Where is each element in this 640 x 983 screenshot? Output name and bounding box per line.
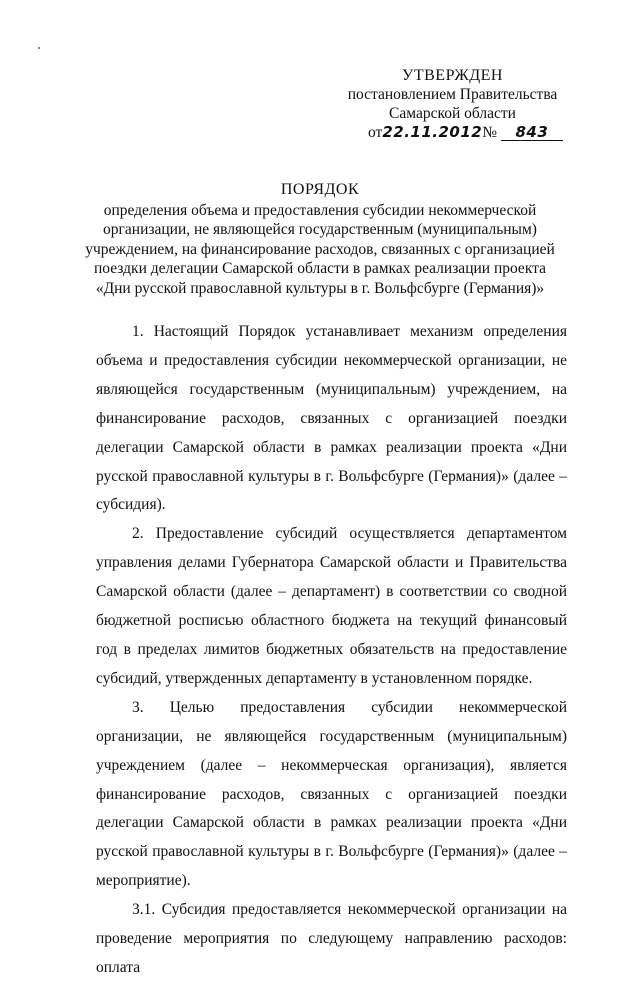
subtitle-line: организации, не являющейся государственным (муниципальным) — [103, 221, 537, 238]
approval-line-1: постановлением Правительства — [347, 86, 558, 103]
subtitle-line: учреждением, на финансирование расходов, связанных с организацией — [85, 240, 555, 258]
approval-heading: УТВЕРЖДЕН — [402, 67, 503, 84]
paragraph-2: 2. Предоставление субсидий осуществляется департаментом управления делами Губернатора Самарской области и Правительства Самарской области (далее – департамент) в соответствии со сводной бюджетной росписью областного бюджета на текущий финансовый год в пределах лимитов бюджетных обязательств на предоставление субсидий, утвержденных департаменту в установленном порядке. — [96, 525, 567, 687]
date-prefix: от — [368, 124, 383, 141]
handwritten-number: 843 — [501, 125, 563, 141]
paragraph-1: 1. Настоящий Порядок устанавливает механизм определения объема и предоставления субсидии некоммерческой организации, не являющейся государственным (муниципальным) учреждением, на финансирование расходов, связанных с организацией поездки делегации Самарской области в рамках реализации проекта «Дни русской православной культуры в г. Вольфсбурге (Германия)» (далее – субсидия). — [96, 323, 567, 514]
subtitle-line: «Дни русской православной культуры в г. Вольфсбурге (Германия)» — [95, 279, 545, 297]
approval-date-line — [340, 123, 565, 142]
subtitle-line: определения объема и предоставления субсидии некоммерческой — [103, 201, 537, 219]
paragraph-3: 3. Целью предоставления субсидии некоммерческой организации, не являющейся государственным (муниципальным) учреждением (далее – некоммерческая организация), является финансирование расходов, связанных с организацией поездки делегации Самарской области в рамках реализации проекта «Дни русской православной культуры в г. Вольфсбурге (Германия)» (далее – мероприятие). — [96, 698, 567, 890]
approval-stamp — [340, 66, 565, 142]
subtitle-line: поездки делегации Самарской области в рамках реализации проекта — [94, 260, 546, 277]
document-title-block — [60, 180, 580, 298]
document-body — [96, 318, 567, 983]
number-prefix: № — [482, 124, 498, 141]
paragraph-3-1: 3.1. Субсидия предоставляется некоммерческой организации на проведение мероприятия по следующему направлению расходов: оплата — [96, 901, 567, 976]
handwritten-date: 22.11.2012 — [382, 123, 483, 141]
document-title: ПОРЯДОК — [280, 181, 360, 198]
approval-line-2: Самарской области — [389, 105, 516, 122]
scan-speck — [38, 47, 40, 49]
